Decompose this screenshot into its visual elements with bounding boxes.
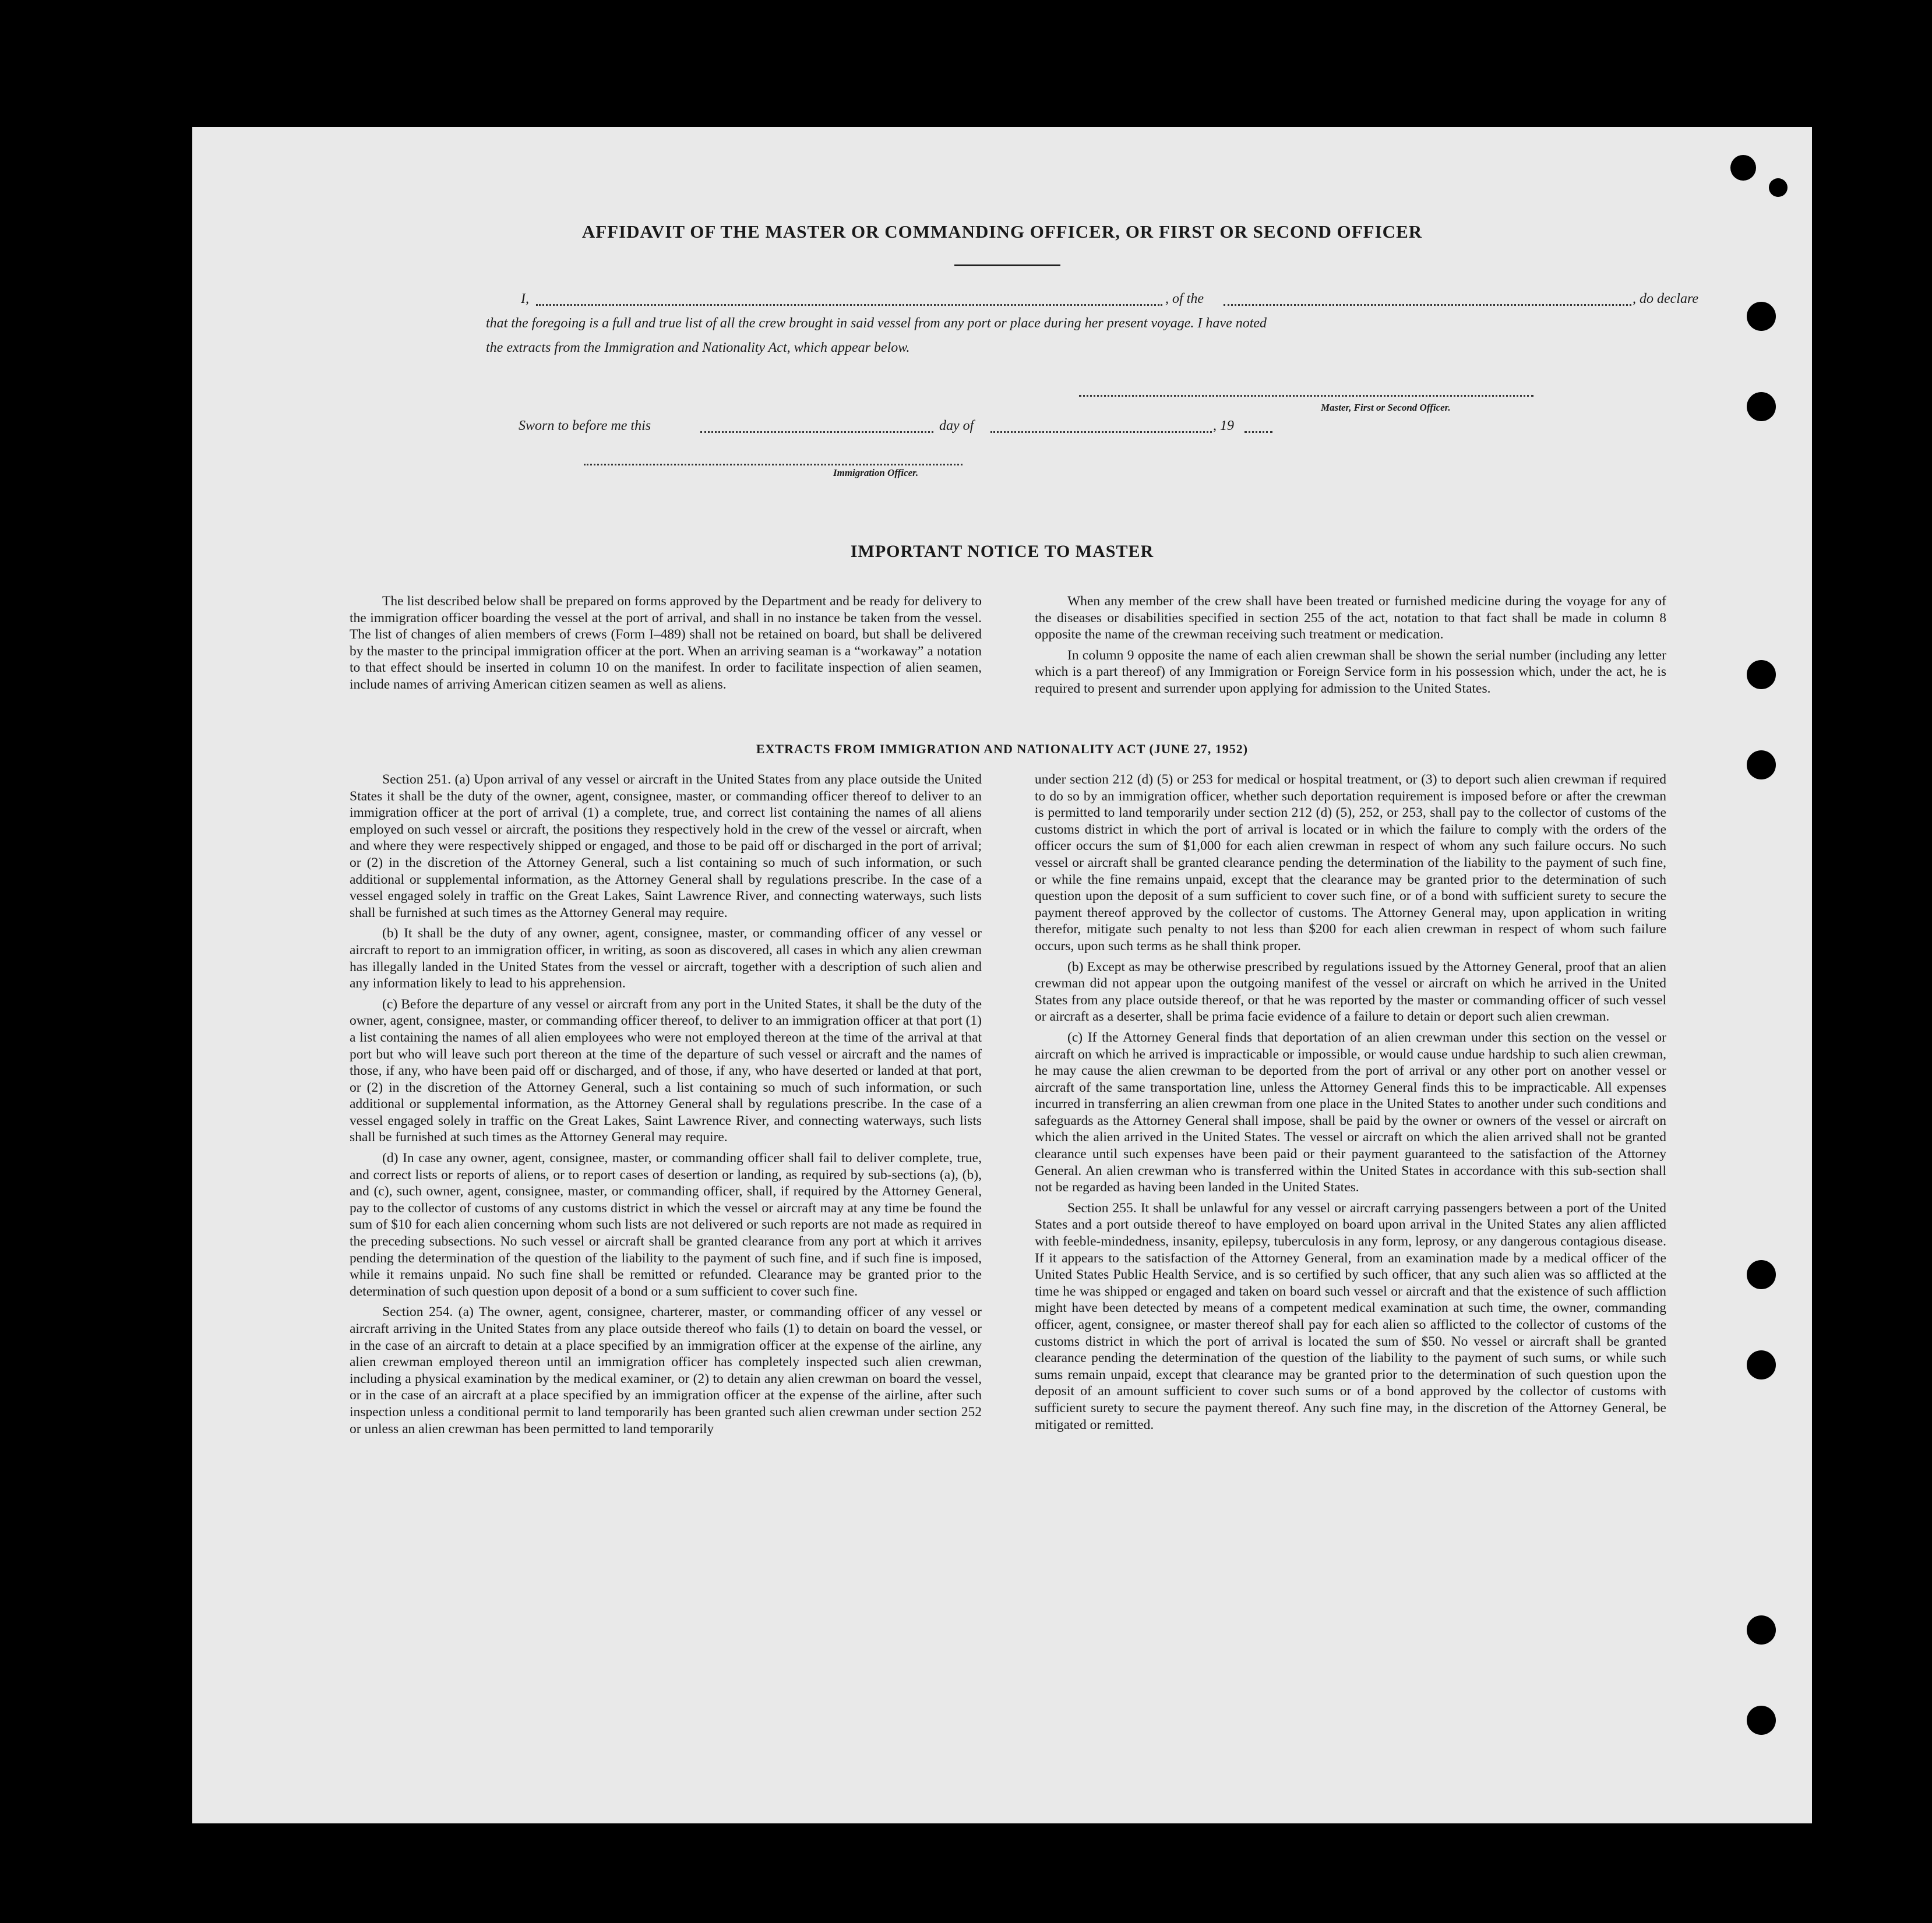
section-251-a: Section 251. (a) Upon arrival of any vessel or aircraft in the United States from any place outside the United States it shall be the duty of the owner, agent, consignee, master, or commanding officer thereof to deliver to an immigration officer at the port of arrival (1) a complete, true, and correct list containing the names of all aliens employed on such vessel or aircraft, the positions they respectively hold in the crew of the vessel or aircraft, when and where they were respectively shipped or engaged, and those to be paid off or discharged in the port of arrival; or (2) in the discretion of the Attorney General, such a list containing so much of such information, or such additional or supplemental information, as the Attorney General shall by regulations prescribe. In the case of a vessel engaged solely in traffic on the Great Lakes, Saint Lawrence River, and connecting waterways, such lists shall be furnished at such times as the Attorney General may require.: [350, 772, 982, 920]
notice-right-paragraph-1: When any member of the crew shall have been treated or furnished medicine during the voyage for any of the diseases or disabilities specified in section 255 of the act, notation to that fact shall be made in column 8 opposite the name of the crewman receiving such treatment or medication.: [1035, 594, 1666, 643]
extracts-right-column: [1035, 771, 1666, 1437]
binder-hole: [1747, 302, 1776, 331]
master-signature-line[interactable]: [1079, 395, 1533, 397]
binder-hole: [1747, 1350, 1776, 1379]
sworn-month-field[interactable]: [990, 431, 1212, 433]
section-254-a-continued: under section 212 (d) (5) or 253 for medical or hospital treatment, or (3) to deport such alien crewman if required to do so by an immigration officer, whether such deportation requirement is imposed before or after the crewman is permitted to land temporarily under section 212 (d) (5), 252, or 253, shall pay to the collector of customs of the customs district in which the port of arrival is located or in which the failure to comply with the orders of the officer occurs the sum of $1,000 for each alien crewman in respect of whom any such failure occurs. No such vessel or aircraft shall be granted clearance pending the determination of the liability to the payment of such fine, or while the fine remains unpaid, except that the clearance may be granted prior to the determination of such question upon the deposit of a sum sufficient to cover such fine, or of a bond with sufficient surety to secure the payment thereof approved by the collector of customs. The Attorney General may, upon application in writing therefor, mitigate such penalty to not less than $200 for each alien crewman in respect of whom such failure occurs, upon such terms as he shall think proper.: [1035, 772, 1666, 954]
vessel-name-field[interactable]: [1224, 304, 1631, 306]
section-255: Section 255. It shall be unlawful for any vessel or aircraft carrying passengers between a port of the United States and a port outside thereof to have employed on board upon arrival in the United States any alien afflicted with feeble-mindedness, insanity, epilepsy, tuberculosis in any form, leprosy, or any dangerous contagious disease. If it appears to the satisfaction of the Attorney General, from an examination made by a medical officer of the United States Public Health Service, and is so certified by such officer, that any such alien was so afflicted at the time he was shipped or engaged and taken on board such vessel or aircraft and that the existence of such affliction might have been detected by means of a competent medical examination at such time, the owner, commanding officer, agent, consignee, or master thereof shall pay for each alien so afflicted to the collector of customs of the customs district in which the port of arrival is located the sum of $50. No vessel or aircraft shall be granted clearance pending the determination of the question of the liability to the payment of such sums, or while such sums remain unpaid, except that clearance may be granted prior to the determination of such question upon the deposit of an amount sufficient to cover such sums or of a bond approved by the collector of customs with sufficient surety to secure the payment thereof. Any such fine may, in the discretion of the Attorney General, be mitigated or remitted.: [1035, 1200, 1666, 1432]
notice-left-paragraph: The list described below shall be prepared on forms approved by the Department and be ready for delivery to the immigration officer boarding the vessel at the port of arrival, and shall in no instance be taken from the vessel. The list of changes of alien members of crews (Form I–489) shall not be retained on board, but shall be delivered by the master to the principal immigration officer at the port. When an arriving seaman is a “workaway” a notation to that effect should be inserted in column 10 on the manifest. In order to facilitate inspection of alien seamen, include names of arriving American citizen seamen as well as aliens.: [350, 594, 982, 692]
binder-hole: [1747, 660, 1776, 689]
master-caption: Master, First or Second Officer.: [1321, 402, 1451, 413]
section-251-c: (c) Before the departure of any vessel or aircraft from any port in the United States, it shall be the duty of the owner, agent, consignee, master, or commanding officer thereof, to deliver to an immigration officer at that port (1) a list containing the names of all alien employees who were not employed thereon at the time of the arrival at that port but who will leave such port thereon at the time of the departure of such vessel or aircraft and the names of those, if any, who have been paid off or discharged, and of those, if any, who have deserted or landed at that port, or (2) in the discretion of the Attorney General, such a list containing so much of such information, or such additional or supplemental information, as the Attorney General shall by regulations prescribe. In the case of a vessel engaged solely in traffic on the Great Lakes, Saint Lawrence River, and connecting waterways, such lists shall be furnished at such times as the Attorney General may require.: [350, 996, 982, 1145]
year-label: , 19: [1213, 418, 1234, 433]
of-the-label: , of the: [1165, 291, 1204, 306]
section-251-d: (d) In case any owner, agent, consignee, master, or commanding officer shall fail to deliver complete, true, and correct lists or reports of aliens, or to report cases of desertion or landing, as required by sub-sections (a), (b), and (c), such owner, agent, consignee, master, or commanding officer, shall, if required by the Attorney General, pay to the collector of customs of any customs district in which the vessel or aircraft may at any time be found the sum of $10 for each alien concerning whom such lists are not delivered or such reports are not made as required in the preceding subsections. No such vessel or aircraft shall be granted clearance from any port at which it arrives pending the determination of the question of the liability to the payment of such fine, and if such fine is imposed, while it remains unpaid. No such fine shall be remitted or refunded. Clearance may be granted prior to the determination of such question upon deposit of a bond or a sum sufficient to cover such fine.: [350, 1151, 982, 1299]
do-declare-label: , do declare: [1633, 291, 1699, 306]
notice-right-paragraph-2: In column 9 opposite the name of each alien crewman shall be shown the serial number (including any letter which is a part thereof) of any Immigration or Foreign Service form in his possession which, under the act, he is required to present and surrender upon applying for admission to the United States.: [1035, 647, 1666, 696]
binder-hole: [1747, 750, 1776, 779]
notice-right-column: [1035, 593, 1666, 701]
binder-hole: [1747, 1260, 1776, 1289]
declaration-line-1: that the foregoing is a full and true list of all the crew brought in said vessel from any port or place during her present voyage. I have noted: [486, 316, 1267, 331]
notice-left-column: [350, 593, 982, 697]
extracts-title: EXTRACTS FROM IMMIGRATION AND NATIONALITY ACT (JUNE 27, 1952): [756, 742, 1249, 756]
notice-title: IMPORTANT NOTICE TO MASTER: [850, 542, 1154, 561]
binder-hole: [1730, 155, 1756, 181]
officer-caption: Immigration Officer.: [833, 467, 919, 478]
declarant-name-field[interactable]: [536, 304, 1162, 306]
affidavit-title: AFFIDAVIT OF THE MASTER OR COMMANDING OFFICER, OR FIRST OR SECOND OFFICER: [581, 221, 1423, 242]
section-254-c: (c) If the Attorney General finds that deportation of an alien crewman under this section on the vessel or aircraft on which he arrived is impracticable or impossible, or would cause undue hardship to such alien crewman, he may cause the alien crewman to be deported from the port of arrival or any other port on another vessel or aircraft of the same transportation line, unless the Attorney General finds this to be impracticable. All expenses incurred in transferring an alien crewman from one place in the United States to another under such conditions and safeguards as the Attorney General shall impose, shall be paid by the owner or owners of the vessel or aircraft on which the alien arrived in the United States. The vessel or aircraft on which the alien arrived shall not be granted clearance until such expenses have been paid or their payment guaranteed to the satisfaction of the Attorney General. An alien crewman who is transferred within the United States in accordance with this sub-section shall not be regarded as having been landed in the United States.: [1035, 1029, 1666, 1195]
binder-hole: [1747, 1615, 1776, 1645]
sworn-year-field[interactable]: [1244, 431, 1272, 433]
binder-hole: [1747, 392, 1776, 421]
title-rule: [954, 264, 1060, 266]
sworn-label: Sworn to before me this: [519, 418, 651, 433]
binder-hole: [1769, 178, 1788, 197]
section-251-b: (b) It shall be the duty of any owner, agent, consignee, master, or commanding officer of any vessel or aircraft to report to an immigration officer, in writing, as soon as discovered, all cases in which any alien crewman has illegally landed in the United States from the vessel or aircraft, together with a description of such alien and any information likely to lead to his apprehension.: [350, 926, 982, 992]
extracts-left-column: [350, 771, 982, 1441]
section-254-a: Section 254. (a) The owner, agent, consignee, charterer, master, or commanding officer of any vessel or aircraft arriving in the United States from any place outside thereof who fails (1) to detain on board the vessel, or in the case of an aircraft to detain at a place specified by an immigration officer at the expense of the airline, any alien crewman employed thereon until an immigration officer has completely inspected such alien crewman, including a physical examination by the medical examiner, or (2) to detain any alien crewman on board the vessel, or in the case of an aircraft at a place specified by an immigration officer at the expense of the airline, after such inspection unless a conditional permit to land temporarily has been granted such alien crewman under section 252 or unless an alien crewman has been permitted to land temporarily: [350, 1304, 982, 1437]
declaration-line-2: the extracts from the Immigration and Nationality Act, which appear below.: [486, 340, 910, 355]
officer-signature-line[interactable]: [584, 464, 963, 465]
declarant-prefix: I,: [521, 291, 529, 306]
section-254-b: (b) Except as may be otherwise prescribed by regulations issued by the Attorney General, proof that an alien crewman did not appear upon the outgoing manifest of the vessel or aircraft on which he arrived in the United States from any place outside thereof, or that he was reported by the master or commanding officer of such vessel or aircraft as a deserter, shall be prima facie evidence of a failure to detain or deport such alien crewman.: [1035, 959, 1666, 1025]
day-of-label: day of: [939, 418, 974, 433]
document-page: [192, 127, 1812, 1823]
binder-hole: [1747, 1706, 1776, 1735]
sworn-day-field[interactable]: [700, 431, 933, 433]
